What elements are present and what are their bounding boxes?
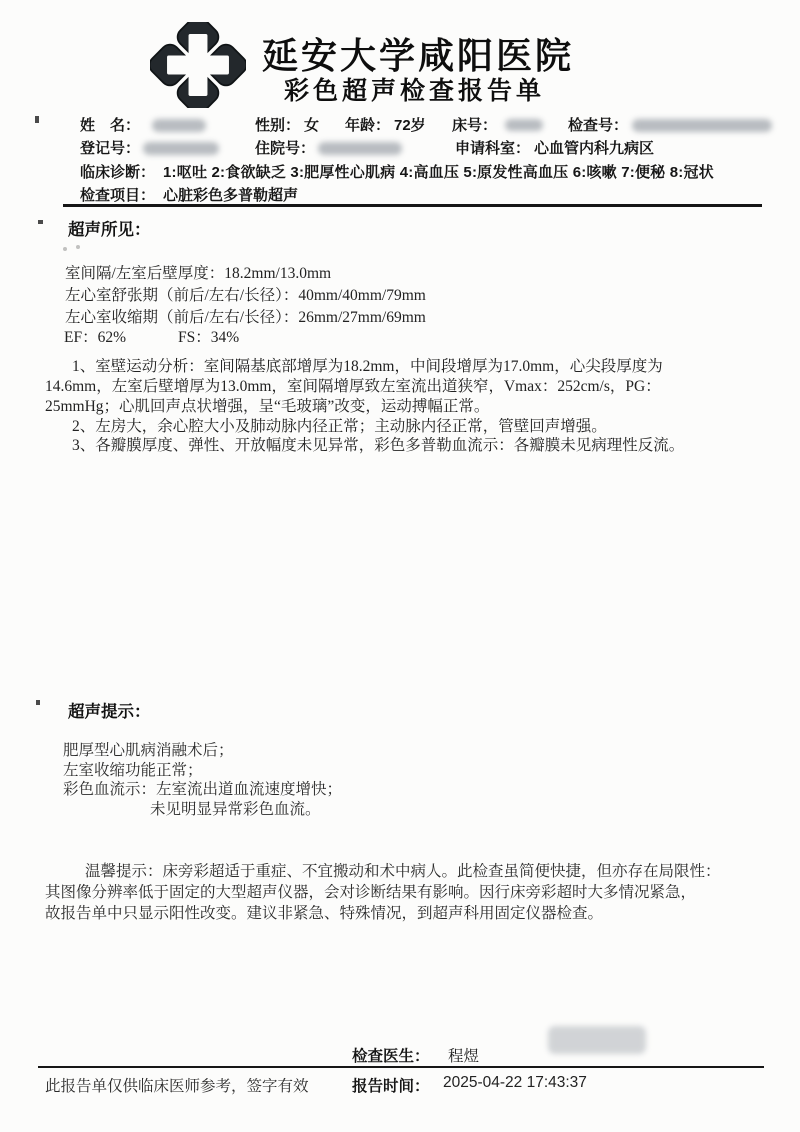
- hospital-cross-icon: [150, 95, 246, 112]
- findings-section-title: 超声所见：: [68, 221, 151, 239]
- analysis-line: 3、各瓣膜厚度、弹性、开放幅度未见异常，彩色多普勒血流示：各瓣膜未见病理性反流。: [72, 437, 685, 454]
- gender-label: 性别：: [255, 117, 301, 134]
- dept-value: 心血管内科九病区: [534, 140, 655, 157]
- ef-value: EF：62%: [64, 329, 127, 346]
- analysis-line: 2、左房大，余心腔大小及肺动脉内径正常；主动脉内径正常，管壁回声增强。: [72, 418, 607, 435]
- exam-item-value: 心脏彩色多普勒超声: [163, 187, 299, 204]
- scan-artifact: [36, 700, 40, 705]
- scan-artifact: [35, 116, 39, 123]
- footer-divider: [38, 1066, 764, 1068]
- report-title: 彩色超声检查报告单: [284, 78, 546, 105]
- measurement-line: 室间隔/左室后壁厚度：18.2mm/13.0mm: [65, 265, 332, 282]
- impression-line: 肥厚型心肌病消融术后；: [63, 742, 234, 759]
- measurement-line: 左心室舒张期（前后/左右/长径）：40mm/40mm/79mm: [65, 287, 426, 304]
- impression-line: 未见明显异常彩色血流。: [150, 801, 321, 818]
- redacted-stamp: [548, 1026, 646, 1054]
- redacted-adm-no-value: [318, 142, 402, 155]
- redacted-name-value: [152, 119, 206, 132]
- fs-value: FS：34%: [178, 329, 240, 346]
- notice-line: 温馨提示：床旁彩超适于重症、不宜搬动和术中病人。此检查虽简便快捷，但亦存在局限性：: [85, 863, 721, 880]
- dept-label: 申请科室：: [455, 140, 531, 157]
- adm-no-label: 住院号：: [255, 140, 316, 157]
- redacted-exam-no-value: [632, 119, 772, 132]
- notice-line: 故报告单中只显示阳性改变。建议非紧急、特殊情况，到超声科用固定仪器检查。: [45, 905, 604, 922]
- doctor-value: 程煜: [448, 1048, 480, 1065]
- hospital-name: 延安大学咸阳医院: [262, 36, 575, 76]
- diagnosis-value: 1:呕吐 2:食欲缺乏 3:肥厚性心肌病 4:高血压 5:原发性高血压 6:咳嗽 7:便秘 8:冠状: [163, 164, 714, 181]
- age-value: 72岁: [394, 117, 426, 134]
- hospital-logo: [150, 22, 246, 108]
- diagnosis-label: 临床诊断：: [80, 164, 156, 181]
- scan-artifact: [63, 247, 67, 251]
- measurement-line: 左心室收缩期（前后/左右/长径）：26mm/27mm/69mm: [65, 309, 426, 326]
- name-label: 姓 名：: [80, 117, 141, 134]
- exam-item-label: 检查项目：: [80, 187, 156, 204]
- notice-line: 其图像分辨率低于固定的大型超声仪器，会对诊断结果有影响。因行床旁彩超时大多情况紧急，: [45, 884, 697, 901]
- report-time-label: 报告时间：: [352, 1078, 430, 1095]
- analysis-line: 1、室壁运动分析：室间隔基底部增厚为18.2mm，中间段增厚为17.0mm，心尖段厚度为: [72, 358, 663, 375]
- analysis-line: 25mmHg；心肌回声点状增强，呈“毛玻璃”改变，运动搏幅正常。: [45, 398, 490, 415]
- report-time-value: 2025-04-22 17:43:37: [443, 1074, 587, 1091]
- analysis-line: 14.6mm，左室后壁增厚为13.0mm，室间隔增厚致左室流出道狭窄，Vmax：252cm/s，PG：: [45, 378, 661, 395]
- scan-artifact: [76, 245, 80, 249]
- impression-line: 彩色血流示：左室流出道血流速度增快；: [63, 781, 343, 798]
- impression-line: 左室收缩功能正常；: [63, 762, 203, 779]
- gender-value: 女: [304, 117, 320, 134]
- redacted-bed-value: [505, 119, 543, 131]
- reg-no-label: 登记号：: [80, 140, 141, 157]
- impression-section-title: 超声提示：: [68, 703, 151, 721]
- age-label: 年龄：: [345, 117, 391, 134]
- bed-label: 床号：: [452, 117, 498, 134]
- disclaimer-text: 此报告单仅供临床医师参考，签字有效: [45, 1078, 309, 1095]
- redacted-reg-no-value: [143, 142, 219, 155]
- doctor-label: 检查医生：: [352, 1048, 430, 1065]
- exam-no-label: 检查号：: [568, 117, 629, 134]
- scan-artifact: [38, 220, 43, 224]
- header-divider: [63, 204, 762, 207]
